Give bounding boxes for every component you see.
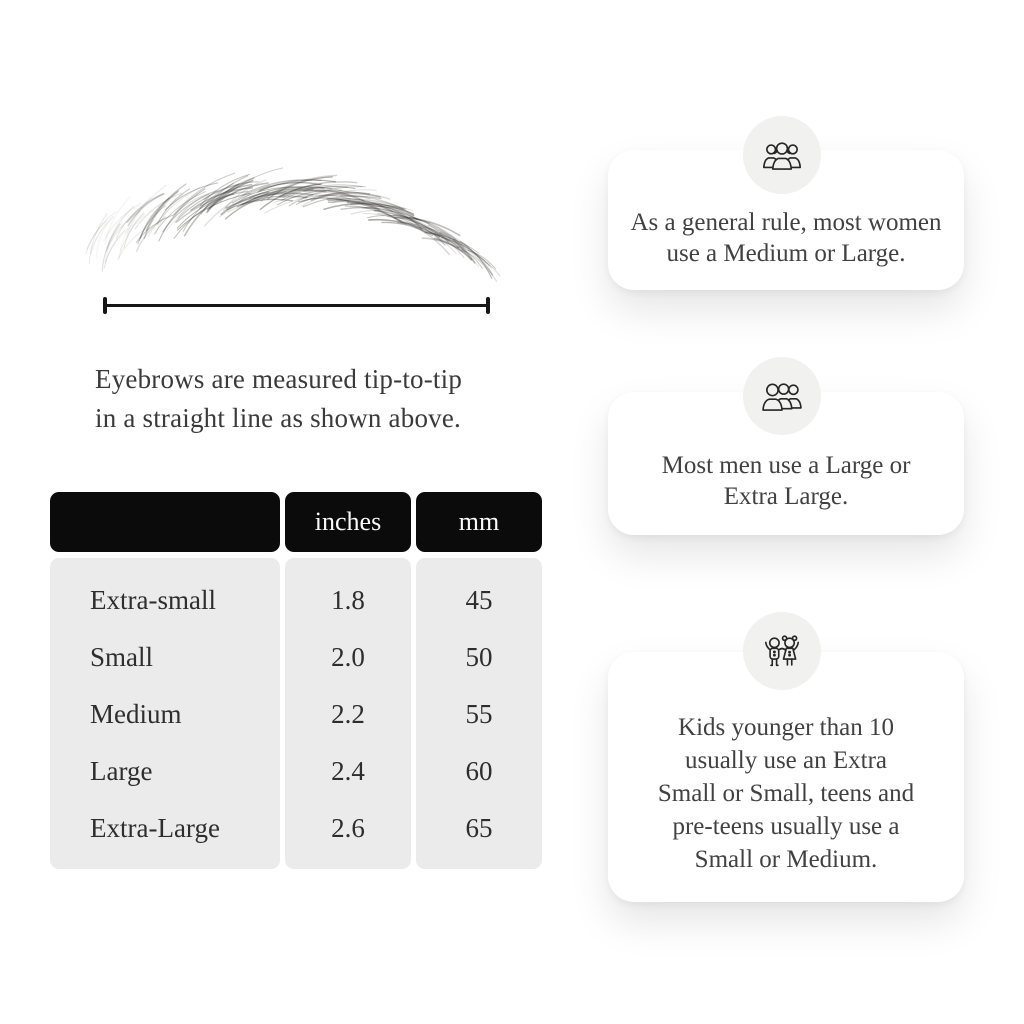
women-icon-circle [743,116,821,194]
mm-value: 55 [465,699,493,729]
size-table [50,492,542,869]
measurement-line [103,297,490,314]
inches-value: 2.2 [331,699,365,729]
size-label: Extra-small [90,585,216,615]
women-guideline-text: As a general rule, most women use a Medium or Large. [630,208,942,267]
three-women-icon [756,138,808,173]
three-men-icon [756,379,808,414]
kids-icon-circle [743,612,821,690]
kids-guideline-text: Kids younger than 10 usually use an Extra Small or Small, teens and pre-teens usually use a Small or Medium. [657,713,915,873]
table-header-mm: mm [416,492,542,552]
size-label: Medium [90,699,182,729]
size-label: Large [90,756,153,786]
inches-value: 2.0 [331,642,365,672]
measurement-caption [95,360,462,438]
measurement-tick-right [486,297,490,314]
men-icon-circle [743,357,821,435]
mm-value: 60 [465,756,493,786]
two-kids-icon [756,633,808,670]
caption-line-1: Eyebrows are measured tip-to-tip [95,364,463,394]
table-header-inches: inches [285,492,411,552]
inches-value: 2.4 [331,756,365,786]
table-header-size [50,492,280,552]
mm-value: 45 [465,585,493,615]
table-column-mm [416,558,542,869]
inches-value: 2.6 [331,813,365,843]
table-column-sizes [50,558,280,869]
table-column-inches [285,558,411,869]
men-guideline-text: Most men use a Large or Extra Large. [661,452,911,510]
eyebrow-illustration [80,158,500,284]
caption-line-2: in a straight line as shown above. [95,403,461,433]
mm-value: 50 [465,642,493,672]
size-label: Extra-Large [90,813,220,843]
mm-value: 65 [465,813,493,843]
measurement-bar [104,304,489,308]
inches-value: 1.8 [331,585,365,615]
size-label: Small [90,642,154,672]
